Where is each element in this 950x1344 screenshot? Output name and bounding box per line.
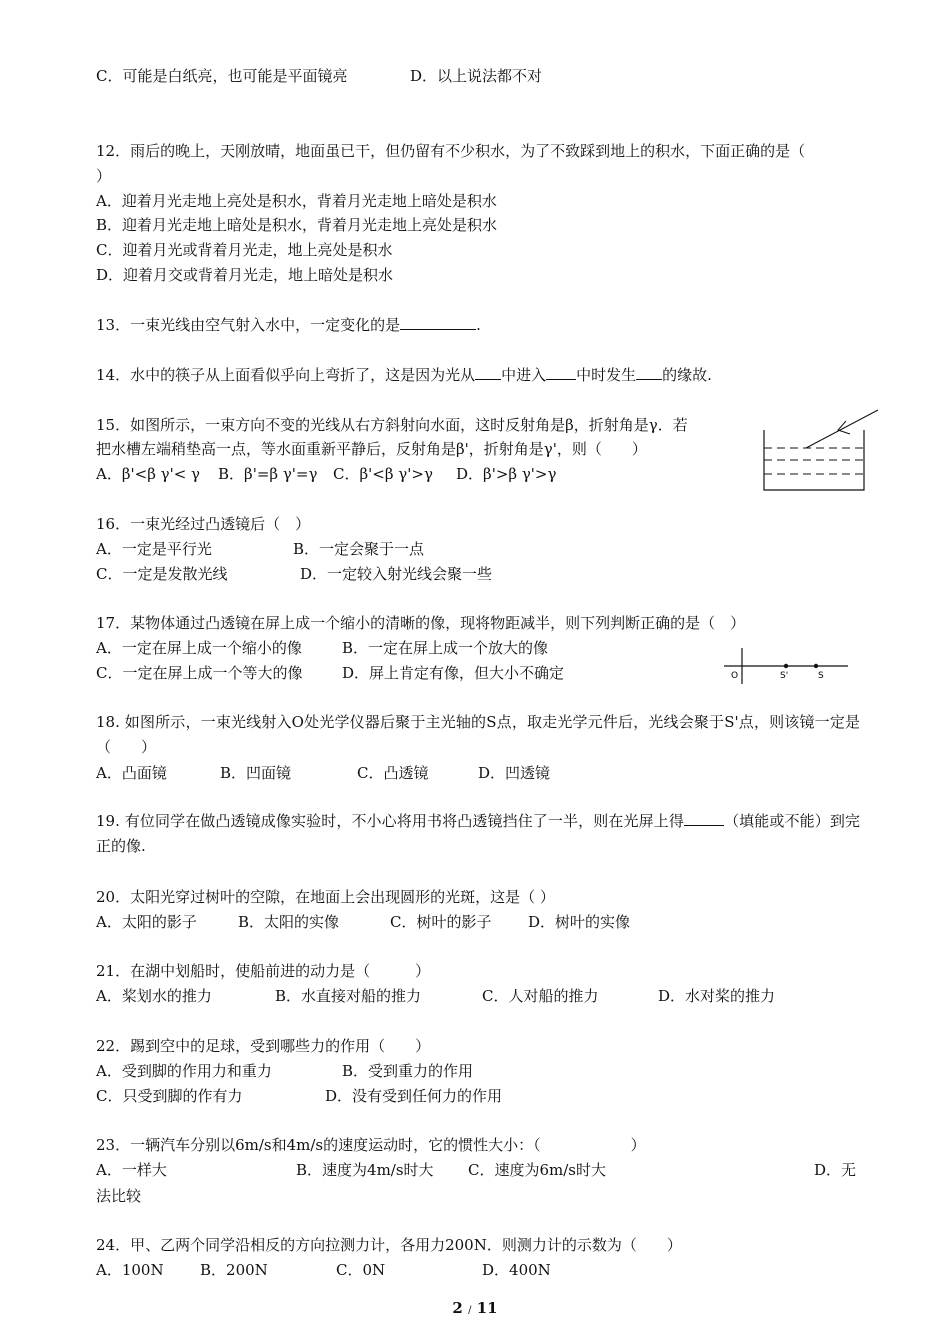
q20-stem: 20．太阳光穿过树叶的空隙，在地面上会出现圆形的光斑，这是（ ） xyxy=(96,888,555,906)
q14-blank-1[interactable] xyxy=(475,365,501,380)
q22-option-d: D．没有受到任何力的作用 xyxy=(325,1087,503,1105)
q19-text-2: （填能或不能）到完正的像. xyxy=(96,812,860,855)
q21-option-d: D．水对桨的推力 xyxy=(658,987,776,1005)
q21-stem: 21．在湖中划船时，使船前进的动力是（ ） xyxy=(96,962,431,980)
q11-option-d: D．以上说法都不对 xyxy=(410,67,543,85)
q15-option-c: C．β'<β γ'>γ xyxy=(333,465,433,483)
q14-line xyxy=(96,365,712,385)
q19-blank[interactable] xyxy=(684,811,724,826)
q18-option-d: D．凹透镜 xyxy=(478,764,551,782)
page-total: 11 xyxy=(476,1299,498,1317)
q14-blank-2[interactable] xyxy=(546,365,576,380)
q18-option-a: A．凸面镜 xyxy=(96,764,167,782)
q13-line xyxy=(96,315,481,335)
optical-axis-diagram xyxy=(724,648,850,684)
q14-text-4: 的缘故. xyxy=(662,366,712,384)
label-s: S xyxy=(818,671,824,681)
q20-option-a: A．太阳的影子 xyxy=(96,913,197,931)
q24-option-d: D．400N xyxy=(482,1261,551,1279)
q22-option-b: B．受到重力的作用 xyxy=(342,1062,474,1080)
q12-stem: 12．雨后的晚上，天刚放晴，地面虽已干，但仍留有不少积水，为了不致踩到地上的积水，下面正确的是（ xyxy=(96,142,806,160)
q23-option-d-cont: 法比较 xyxy=(96,1187,142,1205)
q18-option-b: B．凹面镜 xyxy=(220,764,292,782)
q24-stem: 24．甲、乙两个同学沿相反的方向拉测力计，各用力200N．则测力计的示数为（ ） xyxy=(96,1236,682,1254)
q22-option-c: C．只受到脚的作有力 xyxy=(96,1087,243,1105)
q23-option-d: D．无 xyxy=(814,1161,857,1179)
q12-option-d: D．迎着月交或背着月光走，地上暗处是积水 xyxy=(96,266,394,284)
q21-option-a: A．桨划水的推力 xyxy=(96,987,212,1005)
q19-stem xyxy=(96,809,860,859)
q15-option-d: D．β'>β γ'>γ xyxy=(456,465,557,483)
q17-option-b: B．一定在屏上成一个放大的像 xyxy=(342,639,549,657)
q16-option-c: C．一定是发散光线 xyxy=(96,565,228,583)
q17-option-c: C．一定在屏上成一个等大的像 xyxy=(96,664,303,682)
q16-option-a: A．一定是平行光 xyxy=(96,540,212,558)
q12-stem-end: ） xyxy=(96,167,112,185)
q15-stem-1: 15．如图所示，一束方向不变的光线从右方斜射向水面，这时反射角是β，折射角是γ．若 xyxy=(96,416,688,434)
q23-option-b: B．速度为4m/s时大 xyxy=(296,1161,434,1179)
q13-end: . xyxy=(476,316,481,334)
q17-stem: 17．某物体通过凸透镜在屏上成一个缩小的清晰的像，现将物距减半，则下列判断正确的是（ ） xyxy=(96,614,746,632)
q16-stem: 16．一束光经过凸透镜后（ ） xyxy=(96,515,311,533)
q14-text-3: 中时发生 xyxy=(576,366,637,384)
q24-option-b: B．200N xyxy=(200,1261,268,1279)
q15-option-b: B．β'=β γ'=γ xyxy=(218,465,318,483)
q17-option-d: D．屏上肯定有像，但大小不确定 xyxy=(342,664,565,682)
q23-option-c: C．速度为6m/s时大 xyxy=(468,1161,606,1179)
q14-text-2: 中进入 xyxy=(501,366,547,384)
q21-option-c: C．人对船的推力 xyxy=(482,987,599,1005)
q20-option-d: D．树叶的实像 xyxy=(528,913,631,931)
q21-option-b: B．水直接对船的推力 xyxy=(275,987,422,1005)
q13-stem: 13．一束光线由空气射入水中，一定变化的是 xyxy=(96,316,401,334)
q24-option-a: A．100N xyxy=(96,1261,164,1279)
q20-option-c: C．树叶的影子 xyxy=(390,913,492,931)
q14-blank-3[interactable] xyxy=(636,365,662,380)
q22-stem: 22．踢到空中的足球，受到哪些力的作用（ ） xyxy=(96,1037,431,1055)
q22-option-a: A．受到脚的作用力和重力 xyxy=(96,1062,272,1080)
q16-option-d: D．一定较入射光线会聚一些 xyxy=(300,565,493,583)
q15-option-a: A．β'<β γ'< γ xyxy=(96,465,201,483)
q12-option-a: A．迎着月光走地上亮处是积水，背着月光走地上暗处是积水 xyxy=(96,192,497,210)
q23-option-a: A．一样大 xyxy=(96,1161,167,1179)
q18-option-c: C．凸透镜 xyxy=(357,764,429,782)
q11-option-c: C．可能是白纸亮，也可能是平面镜亮 xyxy=(96,67,348,85)
q12-option-b: B．迎着月光走地上暗处是积水，背着月光走地上亮处是积水 xyxy=(96,216,498,234)
water-tank-diagram xyxy=(758,408,882,494)
q14-text-1: 14．水中的筷子从上面看似乎向上弯折了，这是因为光从 xyxy=(96,366,476,384)
page-current: 2 xyxy=(452,1299,463,1317)
q15-stem-2: 把水槽左端稍垫高一点，等水面重新平静后，反射角是β'，折射角是γ'，则（ ） xyxy=(96,440,647,458)
q19-text-1: 19. 有位同学在做凸透镜成像实验时，不小心将用书将凸透镜挡住了一半，则在光屏上得 xyxy=(96,812,684,830)
q23-stem: 23．一辆汽车分别以6m/s和4m/s的速度运动时，它的惯性大小：（ ） xyxy=(96,1136,646,1154)
page-separator: / xyxy=(468,1305,472,1316)
q17-option-a: A．一定在屏上成一个缩小的像 xyxy=(96,639,302,657)
label-s-prime: S' xyxy=(780,671,789,681)
q16-option-b: B．一定会聚于一点 xyxy=(293,540,425,558)
label-o: O xyxy=(731,671,739,681)
q18-stem: 18. 如图所示，一束光线射入O处光学仪器后聚于主光轴的S点，取走光学元件后，光线会聚于S'点，则该镜一定是（ ） xyxy=(96,713,860,756)
q20-option-b: B．太阳的实像 xyxy=(238,913,340,931)
q12-option-c: C．迎着月光或背着月光走，地上亮处是积水 xyxy=(96,241,393,259)
q24-option-c: C．0N xyxy=(336,1261,386,1279)
q13-blank[interactable] xyxy=(400,315,476,330)
page-number xyxy=(0,1299,950,1317)
